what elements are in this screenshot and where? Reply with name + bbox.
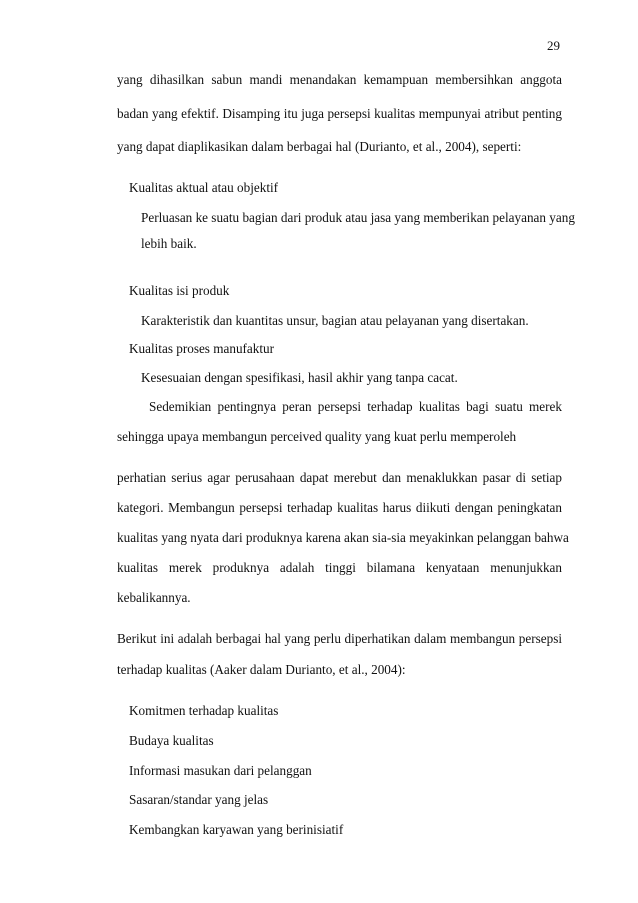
- list-item-title: Kualitas aktual atau objektif: [129, 180, 279, 195]
- paragraph-line: yang dapat diaplikasikan dalam berbagai hal (Durianto, et al., 2004), seperti:: [117, 139, 522, 154]
- paragraph-line: sehingga upaya membangun perceived quality yang kuat perlu memperoleh: [117, 429, 517, 444]
- list-item-description: Perluasan ke suatu bagian dari produk atau jasa yang memberikan pelayanan yang: [141, 210, 575, 225]
- list-item: Kembangkan karyawan yang berinisiatif: [129, 822, 344, 837]
- list-item: Komitmen terhadap kualitas: [129, 703, 279, 718]
- paragraph-line: badan yang efektif. Disamping itu juga persepsi kualitas mempunyai atribut penting: [117, 106, 562, 121]
- list-item: Budaya kualitas: [129, 733, 214, 748]
- paragraph-line: yang dihasilkan sabun mandi menandakan kemampuan membersihkan anggota: [117, 72, 562, 87]
- list-item-description: lebih baik.: [141, 236, 197, 251]
- paragraph-line: kebalikannya.: [117, 590, 191, 605]
- paragraph-line: kualitas yang nyata dari produknya karena akan sia-sia meyakinkan pelanggan bahwa: [117, 530, 569, 545]
- paragraph-line: Sedemikian pentingnya peran persepsi terhadap kualitas bagi suatu merek: [149, 399, 562, 414]
- list-item-description: Kesesuaian dengan spesifikasi, hasil akhir yang tanpa cacat.: [141, 370, 458, 385]
- paragraph-line: kualitas merek produknya adalah tinggi bilamana kenyataan menunjukkan: [117, 560, 562, 575]
- list-item-description: Karakteristik dan kuantitas unsur, bagian atau pelayanan yang disertakan.: [141, 313, 529, 328]
- paragraph-line: terhadap kualitas (Aaker dalam Durianto, et al., 2004):: [117, 662, 406, 677]
- paragraph-line: perhatian serius agar perusahaan dapat merebut dan menaklukkan pasar di setiap: [117, 470, 562, 485]
- list-item-title: Kualitas proses manufaktur: [129, 341, 275, 356]
- paragraph-line: kategori. Membangun persepsi terhadap kualitas harus diikuti dengan peningkatan: [117, 500, 562, 515]
- list-item: Informasi masukan dari pelanggan: [129, 763, 312, 778]
- page-number: 29: [547, 38, 560, 53]
- paragraph-line: Berikut ini adalah berbagai hal yang perlu diperhatikan dalam membangun persepsi: [117, 631, 562, 646]
- list-item: Sasaran/standar yang jelas: [129, 792, 269, 807]
- list-item-title: Kualitas isi produk: [129, 283, 230, 298]
